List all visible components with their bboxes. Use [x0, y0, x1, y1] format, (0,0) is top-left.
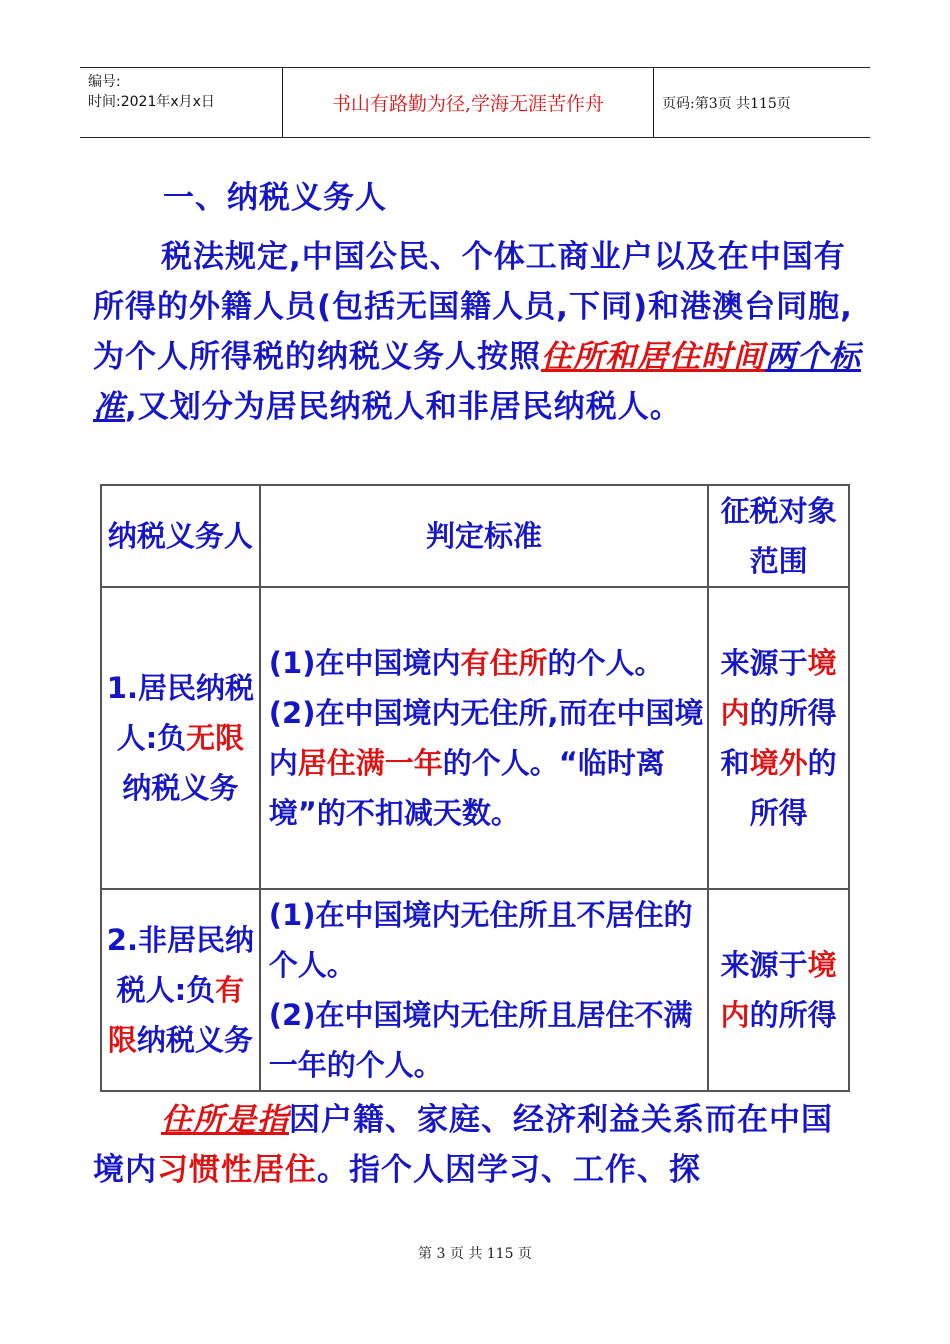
p2-emphasis: 住所是指	[161, 1102, 289, 1138]
p2-text-end: 。指个人因学习、工作、探	[317, 1152, 701, 1188]
cell-emphasis: 境外	[749, 746, 808, 780]
cell-text: 的所得	[749, 746, 837, 830]
paragraph-taxpayer-definition	[93, 232, 863, 432]
section-heading: 一、纳税义务人	[163, 180, 387, 216]
cell-text: (1)在中国境内	[268, 646, 461, 680]
criteria-line-1	[263, 638, 705, 688]
cell-text: 纳税义务	[122, 771, 239, 805]
cell-text: 2.非居民纳税人:负	[106, 923, 254, 1007]
paragraph-residence-definition	[93, 1095, 863, 1195]
p2-text: 因户籍、家庭、经济利益关系而在中国境内	[93, 1102, 833, 1188]
cell-emphasis: 居住满一年	[297, 746, 443, 780]
criteria-line-2	[263, 688, 705, 838]
p1-text-end: ,又划分为居民纳税人和非居民纳税人。	[125, 389, 682, 425]
table-header-row	[101, 485, 849, 587]
nonresident-criteria-cell	[260, 889, 708, 1091]
resident-criteria-cell	[260, 587, 708, 889]
resident-scope-cell	[708, 587, 849, 889]
page-header	[80, 67, 870, 138]
cell-emphasis: 有限	[107, 973, 245, 1057]
header-meta	[80, 68, 282, 137]
cell-text: 的个人。“临时离境”的不扣减天数。	[268, 746, 665, 830]
p1-text: 税法规定,中国公民、个体工商业户以及在中国有所得的外籍人员(包括无国籍人员,下同)和港澳台同胞,为个人所得税的纳税义务人按照	[93, 239, 853, 375]
cell-emphasis: 境内	[720, 646, 837, 730]
cell-text: 来源于	[720, 948, 808, 982]
resident-taxpayer-cell	[101, 587, 260, 889]
time-label: 时间:2021年x月x日	[88, 94, 215, 110]
criteria-line-2: (2)在中国境内无住所且居住不满一年的个人。	[268, 998, 693, 1082]
nonresident-taxpayer-cell	[101, 889, 260, 1091]
cell-text: 来源于	[720, 646, 808, 680]
cell-emphasis: 有住所	[460, 646, 548, 680]
header-taxpayer: 纳税义务人	[101, 485, 260, 587]
table-row	[101, 587, 849, 889]
p1-emphasis-residence: 住所和居住时间	[541, 339, 765, 375]
cell-text: 1.居民纳税人:负	[106, 671, 254, 755]
cell-text: (2)在中国境内无住所,而在中国境内	[268, 696, 704, 780]
header-criteria: 判定标准	[260, 485, 708, 587]
header-page-info: 页码:第3页 共115页	[662, 95, 791, 112]
p2-red: 习惯性居住	[157, 1152, 317, 1188]
taxpayer-table	[100, 484, 850, 1092]
cell-text: 的所得和	[720, 696, 837, 780]
criteria-line-1: (1)在中国境内无住所且不居住的个人。	[268, 898, 693, 982]
nonresident-scope-cell	[708, 889, 849, 1091]
cell-text: 纳税义务	[136, 1023, 253, 1057]
page-footer: 第 3 页 共 115 页	[418, 1246, 532, 1262]
cell-text: 的个人。	[547, 646, 664, 680]
cell-emphasis: 无限	[186, 721, 245, 755]
cell-text: 的所得	[749, 998, 837, 1032]
table-row	[101, 889, 849, 1091]
number-label: 编号:	[88, 74, 121, 90]
cell-emphasis: 境内	[720, 948, 837, 1032]
p1-emphasis-criteria: 两个标准	[93, 339, 861, 425]
header-motto: 书山有路勤为径,学海无涯苦作舟	[282, 68, 654, 137]
header-scope: 征税对象范围	[708, 485, 849, 587]
